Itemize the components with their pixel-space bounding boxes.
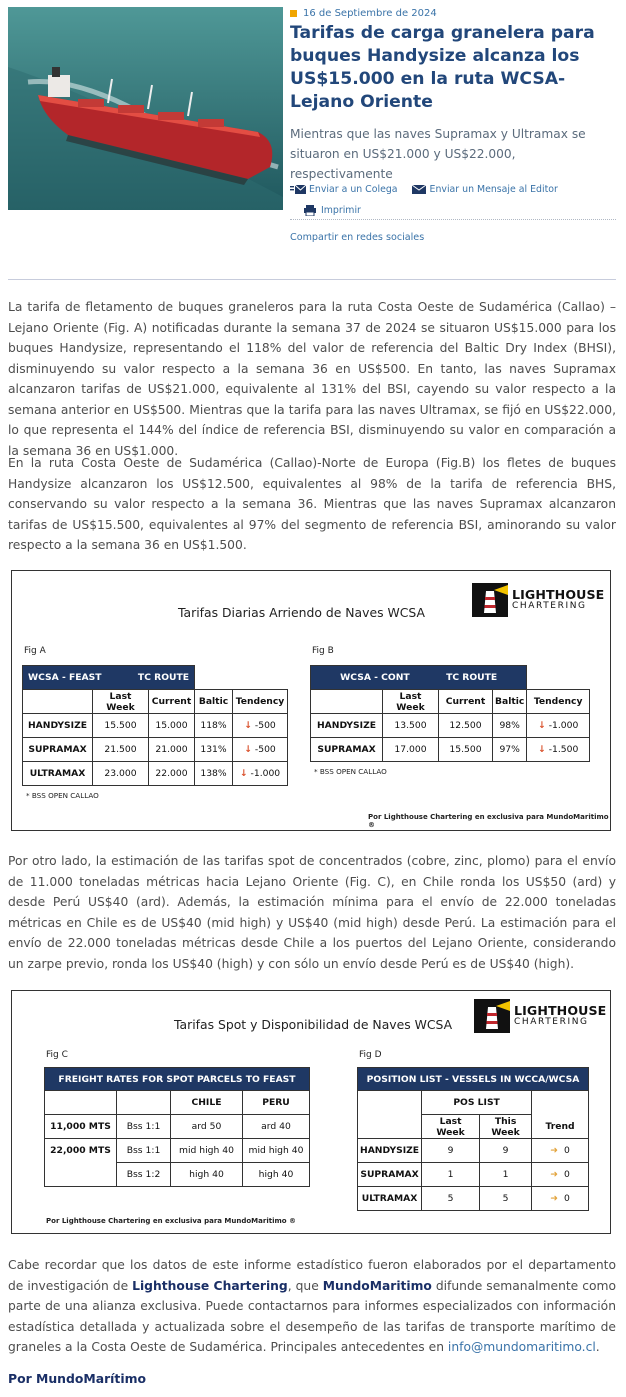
table-row: [358, 1187, 589, 1211]
row-name: SUPRAMAX: [311, 738, 383, 762]
logo-text-top: LIGHTHOUSE: [514, 1003, 607, 1018]
body-paragraph-2: En la ruta Costa Oeste de Sudamérica (Callao)-Norte de Europa (Fig.B) los fletes de buques Handysize alcanzaron los US$12.500, equivalentes al 98% de la tarifa de referencia BHS, conservando su valor respecto a la semana 36. Mientras que las naves Supramax alcanzaron tarifas de US$15.500, equivalentes al 97% del segmento de referencia BSI, aminorando su valor respecto a la semana 36 en US$1.500.: [8, 456, 616, 552]
table-row: [358, 1139, 589, 1163]
down-arrow-icon: ↓: [538, 720, 546, 731]
figure-credit: Por Lighthouse Chartering en exclusiva para MundoMaritimo ®: [368, 813, 609, 829]
closing-text: , que: [287, 1278, 323, 1293]
cell-baltic: 98%: [493, 714, 527, 738]
send-editor-link[interactable]: [411, 182, 558, 196]
logo-text-bottom: CHARTERING: [514, 1017, 589, 1027]
fig-a-route: [23, 666, 195, 690]
date-text: 16 de Septiembre de 2024: [303, 8, 437, 19]
col-baltic: Baltic: [195, 690, 233, 714]
down-arrow-icon: ↓: [244, 744, 252, 755]
cell-last: 21.500: [93, 738, 149, 762]
figure-daily-rates: [11, 570, 611, 831]
figure-spot-rates: [11, 990, 611, 1234]
mundomaritimo-name: MundoMaritimo: [322, 1278, 432, 1293]
cell-last: 17.000: [383, 738, 439, 762]
cell-baltic: 131%: [195, 738, 233, 762]
row-name: HANDYSIZE: [358, 1139, 422, 1163]
fig-d-header: POSITION LIST - VESSELS IN WCCA/WCSA: [358, 1068, 589, 1091]
row-bss: Bss 1:1: [117, 1115, 171, 1139]
table-row: [23, 738, 288, 762]
row-name: HANDYSIZE: [311, 714, 383, 738]
table-row: [45, 1115, 310, 1139]
row-name: SUPRAMAX: [23, 738, 93, 762]
fig-c-table: [44, 1067, 310, 1187]
route-label: WCSA - FEAST: [27, 672, 102, 683]
lighthouse-logo: [474, 999, 606, 1033]
cell-this: 9: [480, 1139, 532, 1163]
article-photo: [8, 7, 283, 210]
figure-title: Tarifas Spot y Disponibilidad de Naves WCSA: [174, 1017, 453, 1032]
row-name: ULTRAMAX: [358, 1187, 422, 1211]
tools-divider: [290, 219, 616, 220]
cell-last: 13.500: [383, 714, 439, 738]
tendency-value: -500: [254, 744, 276, 755]
figure-title: Tarifas Diarias Arriendo de Naves WCSA: [178, 605, 425, 620]
fig-b-note: * BSS OPEN CALLAO: [314, 767, 387, 776]
right-arrow-icon: ➜: [550, 1145, 558, 1156]
cell-tendency: [233, 714, 288, 738]
down-arrow-icon: ↓: [244, 720, 252, 731]
row-name: SUPRAMAX: [358, 1163, 422, 1187]
cell-current: 21.000: [149, 738, 195, 762]
article-tools: [290, 182, 616, 219]
cell-last: 1: [422, 1163, 480, 1187]
fig-b-label: Fig B: [312, 646, 334, 656]
row-mts: 11,000 MTS: [45, 1115, 117, 1139]
fig-b-table: [310, 665, 590, 762]
tendency-value: -1.500: [548, 744, 579, 755]
contact-email-link[interactable]: info@mundomaritimo.cl: [447, 1340, 596, 1354]
cell-chile: ard 50: [171, 1115, 243, 1139]
tendency-value: -500: [254, 720, 276, 731]
fig-c-header: FREIGHT RATES FOR SPOT PARCELS TO FEAST: [45, 1068, 310, 1091]
lighthouse-icon: [472, 583, 508, 617]
cell-chile: high 40: [171, 1163, 243, 1187]
print-link[interactable]: [302, 204, 361, 218]
lighthouse-name: Lighthouse Chartering: [132, 1278, 288, 1293]
cell-baltic: 138%: [195, 762, 233, 786]
closing-paragraph: [8, 1255, 616, 1358]
cell-baltic: 97%: [493, 738, 527, 762]
fig-a-note: * BSS OPEN CALLAO: [26, 791, 99, 800]
pos-list-header: POS LIST: [422, 1091, 532, 1115]
col-tendency: Tendency: [527, 690, 590, 714]
trend-value: 0: [563, 1145, 570, 1156]
col-chile: CHILE: [171, 1091, 243, 1115]
cell-current: 15.500: [439, 738, 493, 762]
figure-credit: Por Lighthouse Chartering en exclusiva para MundoMaritimo ®: [46, 1217, 297, 1225]
send-editor-label: Enviar un Mensaje al Editor: [429, 183, 558, 195]
print-label: Imprimir: [321, 205, 361, 216]
col-tendency: Tendency: [233, 690, 288, 714]
tc-label: TC ROUTE: [446, 672, 498, 683]
body-paragraph-3: Por otro lado, la estimación de las tarifas spot de concentrados (cobre, zinc, plomo) para el envío de 11.000 toneladas métricas hacia Lejano Oriente (Fig. C), en Chile ronda los US$50 (ard) y desde Perú US$40 (ard). Además, la estimación mínima para el envío de 22.000 toneladas métricas en Chile es de US$40 (mid high) y US$40 (mid high) desde Perú. La estimación para el envío de 22.000 toneladas métricas desde Chile a los puertos del Lejano Oriente, considerando un zarpe previo, ronda los US$40 (high) y con sólo un envío desde Perú es de US$40 (high).: [8, 854, 616, 971]
table-row: [45, 1139, 310, 1163]
col-last-week: Last Week: [383, 690, 439, 714]
route-label: WCSA - CONT: [340, 672, 410, 683]
article-title: Tarifas de carga granelera para buques Handysize alcanza los US$15.000 en la ruta WCSA-Lejano Oriente: [290, 23, 595, 112]
right-arrow-icon: ➜: [550, 1169, 558, 1180]
tendency-value: -1.000: [548, 720, 579, 731]
cell-peru: mid high 40: [243, 1139, 310, 1163]
row-bss: Bss 1:1: [117, 1139, 171, 1163]
col-current: Current: [439, 690, 493, 714]
header-divider: [8, 279, 616, 280]
closing-text: .: [595, 1340, 600, 1354]
send-colleague-label: Enviar a un Colega: [309, 183, 398, 195]
lighthouse-icon: [474, 999, 510, 1033]
col-this-week: This Week: [480, 1115, 532, 1139]
col-last-week: Last Week: [93, 690, 149, 714]
cell-tendency: [527, 738, 590, 762]
body-paragraph-1: La tarifa de fletamento de buques graneleros para la ruta Costa Oeste de Sudamérica (Callao) – Lejano Oriente (Fig. A) notificadas durante la semana 37 de 2024 se situaron US$15.000 para los buques Handysize, representando el 118% del valor de referencia del Baltic Dry Index (BHSI), disminuyendo su valor respecto a la semana 36 en US$500. En tanto, las naves Supramax alcanzaron tarifas de US$21.000, equivalente al 131% del BSI, cayendo su valor respecto a la semana anterior en US$500. Mientras que la tarifa para las naves Ultramax, se fijó en US$22.000, lo que representa el 144% del índice de referencia BSI, disminuyendo su valor en comparación a la semana 36 en US$1.000.: [8, 300, 616, 458]
table-row: [23, 714, 288, 738]
cell-last: 9: [422, 1139, 480, 1163]
tendency-value: -1.000: [250, 768, 281, 779]
cell-peru: ard 40: [243, 1115, 310, 1139]
cell-this: 5: [480, 1187, 532, 1211]
fig-a-label: Fig A: [24, 646, 46, 656]
table-row: [358, 1163, 589, 1187]
cell-current: 12.500: [439, 714, 493, 738]
row-name: ULTRAMAX: [23, 762, 93, 786]
cell-last: 15.500: [93, 714, 149, 738]
closing-text: difunde semanalmente como parte de una alianza exclusiva. Puede contactarnos para informes especializados con información estadística detallada y actualizada sobre el desempeño de las tarifas de transporte marítimo de graneles a la Costa Oeste de Sudamérica. Principales antecedentes en: [8, 1278, 616, 1354]
cell-baltic: 118%: [195, 714, 233, 738]
down-arrow-icon: ↓: [239, 768, 248, 779]
cell-peru: high 40: [243, 1163, 310, 1187]
envelope-icon: [411, 184, 427, 195]
col-baltic: Baltic: [493, 690, 527, 714]
logo-text-top: LIGHTHOUSE: [512, 587, 605, 602]
fig-c-label: Fig C: [46, 1050, 68, 1060]
row-name: HANDYSIZE: [23, 714, 93, 738]
row-mts: 22,000 MTS: [45, 1139, 117, 1187]
fig-b-route: [311, 666, 527, 690]
printer-icon: [302, 205, 318, 216]
cell-chile: mid high 40: [171, 1139, 243, 1163]
col-current: Current: [149, 690, 195, 714]
closing-text: Cabe recordar que los datos de este informe estadístico fueron elaborados por el departamento de investigación de: [8, 1258, 616, 1293]
cell-tendency: [233, 762, 288, 786]
send-colleague-link[interactable]: [290, 182, 398, 196]
share-social-link[interactable]: Compartir en redes sociales: [290, 232, 425, 243]
cell-trend: [532, 1163, 589, 1187]
col-last-week: Last Week: [422, 1115, 480, 1139]
article-subtitle: Mientras que las naves Supramax y Ultramax se situaron en US$21.000 y US$22.000, respectivamente: [290, 127, 586, 181]
trend-value: 0: [563, 1193, 570, 1204]
right-arrow-icon: ➜: [550, 1193, 558, 1204]
cell-last: 23.000: [93, 762, 149, 786]
cell-trend: [532, 1139, 589, 1163]
col-trend: Trend: [532, 1115, 589, 1139]
article-signature: Por MundoMarítimo: [8, 1371, 147, 1386]
cell-current: 22.000: [149, 762, 195, 786]
article-date: [290, 8, 437, 19]
fig-a-table: [22, 665, 288, 786]
tc-label: TC ROUTE: [137, 672, 190, 683]
cell-tendency: [233, 738, 288, 762]
logo-text-bottom: CHARTERING: [512, 601, 587, 611]
cell-current: 15.000: [149, 714, 195, 738]
cell-this: 1: [480, 1163, 532, 1187]
down-arrow-icon: ↓: [538, 744, 546, 755]
table-row: [311, 738, 590, 762]
cell-tendency: [527, 714, 590, 738]
cell-trend: [532, 1187, 589, 1211]
fig-d-label: Fig D: [359, 1050, 382, 1060]
lighthouse-logo: [472, 583, 604, 617]
envelope-list-icon: [290, 184, 306, 195]
date-marker-icon: [290, 10, 297, 17]
table-row: [311, 714, 590, 738]
fig-d-table: [357, 1067, 589, 1211]
row-bss: Bss 1:2: [117, 1163, 171, 1187]
col-peru: PERU: [243, 1091, 310, 1115]
trend-value: 0: [563, 1169, 570, 1180]
table-row: [23, 762, 288, 786]
cell-last: 5: [422, 1187, 480, 1211]
